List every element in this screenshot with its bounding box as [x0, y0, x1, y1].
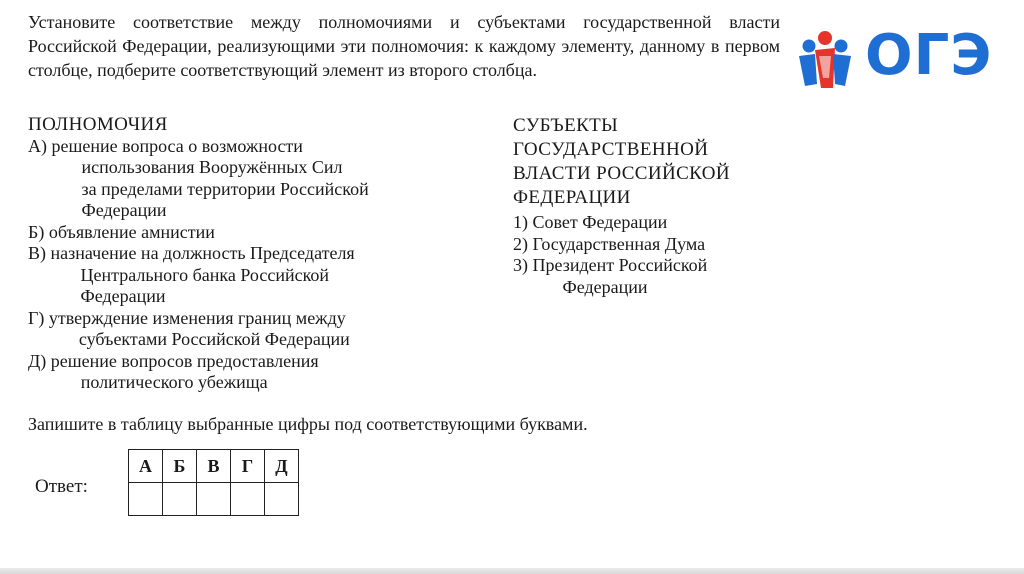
- item-marker: Б): [28, 221, 49, 242]
- answer-table: [128, 449, 299, 516]
- item-line: Федерации: [562, 276, 648, 297]
- answer-input-cell[interactable]: [129, 483, 163, 516]
- item-line: Центрального банка Российской: [80, 264, 330, 285]
- item-marker: В): [28, 243, 51, 263]
- item-line: Федерации: [81, 200, 167, 220]
- answer-instruction: Запишите в таблицу выбранные цифры под соответствующими буквами.: [28, 414, 588, 434]
- answer-values-row: [129, 483, 299, 516]
- item-line: субъектами Российской Федерации: [78, 329, 350, 349]
- answer-input-cell[interactable]: [197, 483, 231, 516]
- item-marker: А): [28, 135, 52, 156]
- item-marker: 3): [513, 255, 533, 275]
- answer-input-cell[interactable]: [231, 483, 265, 516]
- power-item-g: [28, 308, 498, 351]
- power-item-b: [28, 222, 498, 244]
- item-line: решение вопросов предоставления: [50, 350, 319, 371]
- item-line: утверждение изменения границ между: [48, 307, 346, 328]
- item-line: объявление амнистии: [48, 221, 215, 242]
- bottom-border: [0, 568, 1024, 574]
- answer-letters-row: [129, 450, 299, 483]
- power-item-a: [28, 136, 498, 222]
- oge-people-icon: [799, 31, 851, 88]
- answer-input-cell[interactable]: [265, 483, 299, 516]
- item-line: использования Вооружённых Сил: [81, 157, 343, 177]
- item-marker: 1): [513, 212, 533, 232]
- item-marker: 2): [513, 233, 533, 254]
- subjects-heading: СУБЪЕКТЫ ГОСУДАРСТВЕННОЙ ВЛАСТИ РОССИЙСКОЙ ФЕДЕРАЦИИ: [513, 115, 731, 208]
- subject-item-2: [513, 234, 813, 256]
- item-line: Федерации: [80, 286, 166, 306]
- item-line: Государственная Дума: [532, 233, 706, 254]
- answer-label: Ответ:: [35, 476, 88, 497]
- task-intro: Установите соответствие между полномочиями и субъектами государственной власти Российской Федерации, реализующими эти полномочия: к каждому элементу, данному в первом столбце, подберите соответствующий элемент из второго столбца.: [28, 12, 780, 80]
- powers-heading: ПОЛНОМОЧИЯ: [28, 114, 168, 135]
- item-line: решение вопроса о возможности: [51, 135, 303, 156]
- item-line: политического убежища: [80, 372, 268, 392]
- item-marker: Г): [28, 307, 49, 328]
- powers-column: [28, 114, 498, 394]
- answer-letter-cell: А: [129, 450, 163, 483]
- item-line: назначение на должность Председателя: [50, 243, 355, 263]
- subject-item-1: [513, 212, 813, 234]
- answer-letter-cell: Б: [163, 450, 197, 483]
- power-item-d: [28, 351, 498, 394]
- subject-item-3: [513, 255, 813, 298]
- item-line: Совет Федерации: [532, 212, 668, 232]
- item-line: Президент Российской: [532, 255, 708, 275]
- oge-logo-text: ОГЭ: [865, 23, 993, 88]
- item-line: за пределами территории Российской: [81, 178, 369, 199]
- item-marker: Д): [28, 350, 51, 371]
- subjects-column: [513, 114, 813, 298]
- answer-letter-cell: Д: [265, 450, 299, 483]
- answer-letter-cell: Г: [231, 450, 265, 483]
- power-item-v: [28, 243, 498, 308]
- answer-input-cell[interactable]: [163, 483, 197, 516]
- answer-letter-cell: В: [197, 450, 231, 483]
